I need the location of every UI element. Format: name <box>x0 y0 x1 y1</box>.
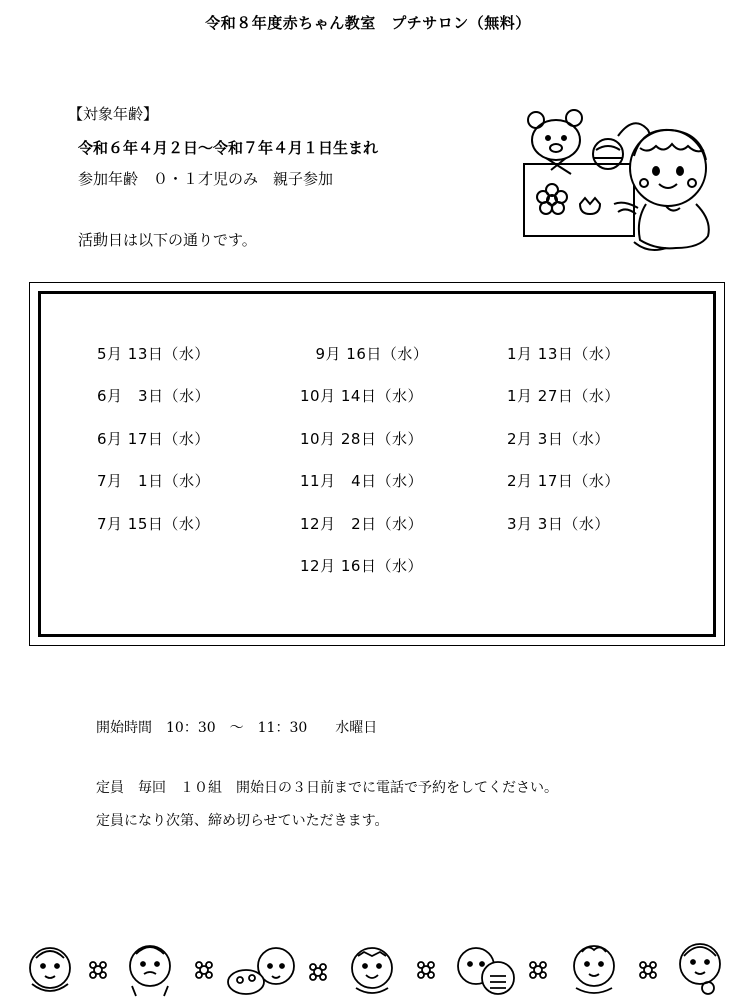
schedule-date: 6月 17日（水） <box>97 430 210 448</box>
schedule-date: 12月 2日（水） <box>300 515 424 533</box>
target-age-heading: 【対象年齢】 <box>68 105 159 123</box>
schedule-date: 3月 3日（水） <box>507 515 610 533</box>
schedule-date: 6月 3日（水） <box>97 387 211 405</box>
schedule-date: 9月 16日（水） <box>300 345 429 363</box>
page-title: 令和８年度赤ちゃん教室 プチサロン（無料） <box>205 14 531 32</box>
schedule-date: 1月 13日（水） <box>507 345 620 363</box>
schedule-date: 7月 1日（水） <box>97 472 211 490</box>
babies-and-flowers-border-icon <box>20 940 730 998</box>
schedule-date: 12月 16日（水） <box>300 557 423 575</box>
capacity-note: 定員 毎回 １０組 開始日の３日前までに電話で予約をしてください。 <box>96 780 558 796</box>
start-time: 開始時間 10：30 ～ 11：30 水曜日 <box>96 720 378 736</box>
schedule-box-inner <box>38 291 716 637</box>
schedule-date: 5月 13日（水） <box>97 345 210 363</box>
schedule-intro: 活動日は以下の通りです。 <box>78 231 257 249</box>
schedule-date: 1月 27日（水） <box>507 387 620 405</box>
participation-age: 参加年齢 ０・１才児のみ 親子参加 <box>78 170 334 188</box>
schedule-box <box>29 282 725 646</box>
schedule-date: 11月 4日（水） <box>300 472 424 490</box>
schedule-date: 2月 3日（水） <box>507 430 610 448</box>
baby-with-toy-box-icon <box>516 108 716 258</box>
capacity-deadline-note: 定員になり次第、締め切らせていただきます。 <box>96 813 389 829</box>
schedule-date: 10月 14日（水） <box>300 387 423 405</box>
schedule-date: 10月 28日（水） <box>300 430 423 448</box>
birth-range: 令和６年４月２日～令和７年４月１日生まれ <box>78 139 379 157</box>
schedule-date: 2月 17日（水） <box>507 472 620 490</box>
schedule-date: 7月 15日（水） <box>97 515 210 533</box>
